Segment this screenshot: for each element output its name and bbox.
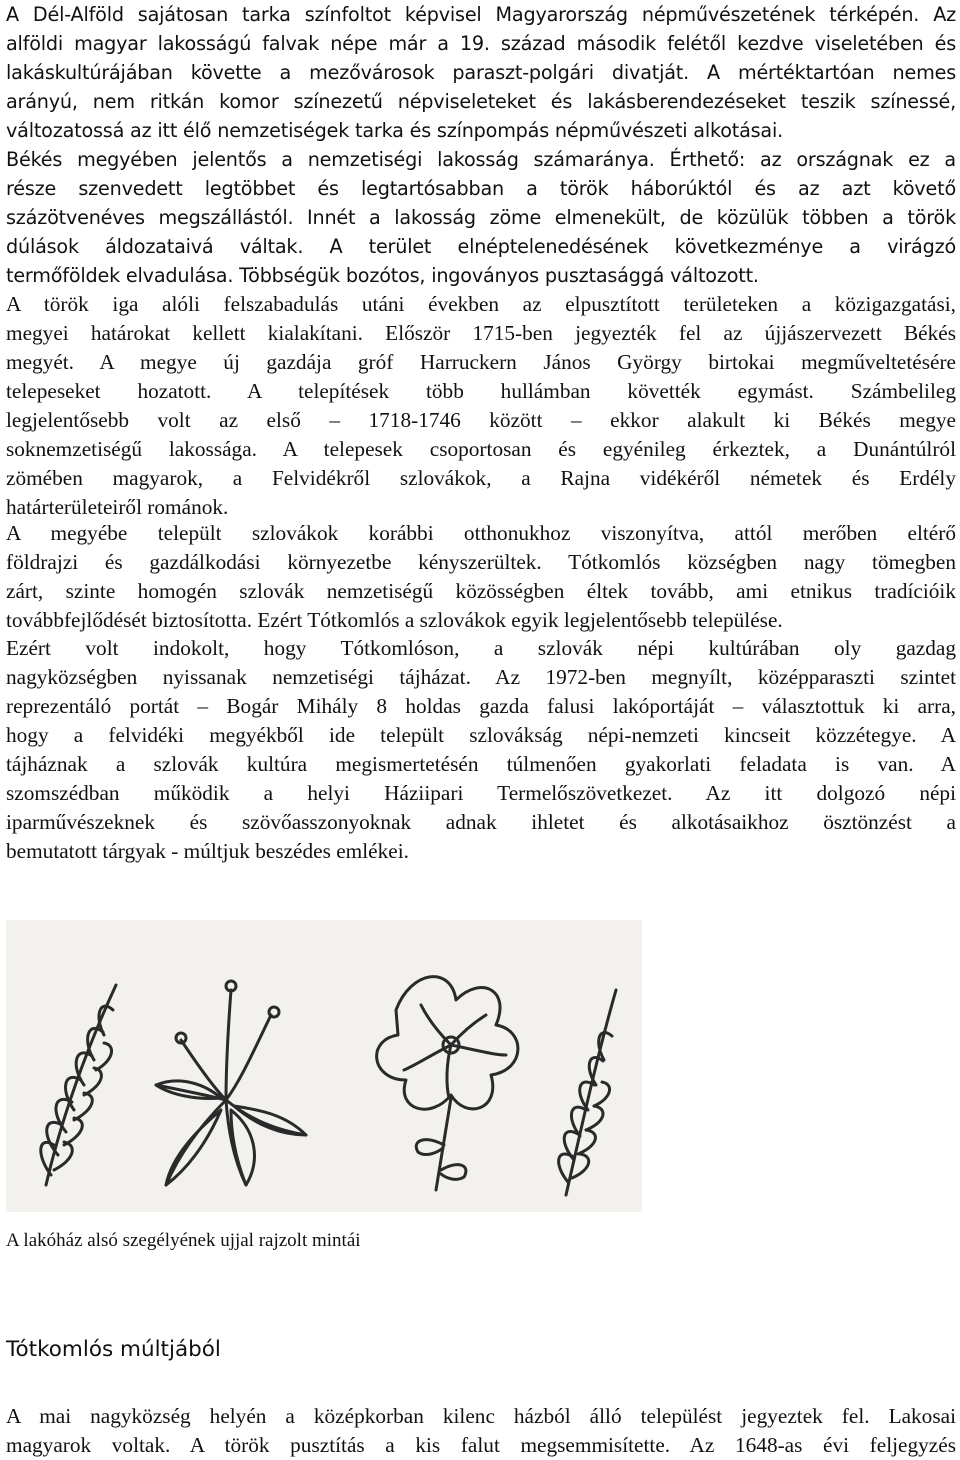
text-line: soknemzetiségű lakossága. A telepesek csoportosan és egyénileg érkeztek, a Dunántúlról (6, 437, 956, 461)
text-line: A megyébe települt szlovákok korábbi otthonukhoz viszonyítva, attól merőben eltérő (6, 521, 956, 545)
text-line: határterületeiről románok. (6, 495, 229, 519)
text-line: zárt, szinte homogén szlovák nemzetiségű közösségben éltek tovább, ami etnikus tradícióik (6, 579, 956, 603)
text-line: magyarok voltak. A török pusztítás a kis falut megsemmisítette. Az 1648-as évi feljegyzés (6, 1433, 956, 1457)
text-line: termőföldek elvadulása. Többségük bozótos, ingoványos pusztasággá változott. (6, 264, 759, 287)
text-line: legjelentősebb volt az első – 1718-1746 között – ekkor alakult ki Békés megye (6, 408, 956, 432)
figure-caption: A lakóház alsó szegélyének ujjal rajzolt mintái (6, 1230, 361, 1251)
petal-flower (377, 977, 518, 1190)
text-line: A mai nagyközség helyén a középkorban kilenc házból álló települést jegyeztek fel. Lakosai (6, 1404, 956, 1428)
text-line: megyei határokat kellett kialakítani. Először 1715-ben jegyezték fel az újjászervezett Békés (6, 321, 956, 345)
paragraph-bottom (6, 1402, 956, 1460)
folk-pattern-drawing (6, 920, 642, 1212)
paragraph-2 (6, 145, 956, 290)
text-line: A Dél-Alföld sajátosan tarka színfoltot képvisel Magyarország népművészetének térképén. Az (6, 3, 956, 26)
text-line: arányú, nem ritkán komor színezetű népviseleteket és lakásberendezéseket teszik színessé, (6, 90, 956, 113)
text-line: továbbfejlődését biztosította. Ezért Tótkomlós a szlovákok egyik legjelentősebb települése. (6, 608, 783, 632)
text-line: reprezentáló portát – Bogár Mihály 8 holdas gazda falusi lakóportáját – választottuk ki arra, (6, 694, 956, 718)
text-line: megyét. A megye új gazdája gróf Harruckern János György birtokai megműveltetésére (6, 350, 956, 374)
text-line: A török iga alóli felszabadulás utáni években az elpusztított területeken a közigazgatási, (6, 292, 956, 316)
text-line: Békés megyében jelentős a nemzetiségi lakosság számaránya. Érthető: az országnak ez a (6, 148, 956, 171)
text-line: alföldi magyar lakosságú falvak népe már a 19. század második felétől kezdve viseletében és (6, 32, 956, 55)
folk-pattern-illustration (6, 920, 642, 1212)
text-line: nagyközségben nyissanak nemzetiségi tájházat. Az 1972-ben megnyílt, középparaszti szintet (6, 665, 956, 689)
paragraph-4 (6, 519, 956, 635)
text-line: telepeseket hozatott. A telepítések több hullámban követték egymást. Számbelileg (6, 379, 956, 403)
text-line: dúlások áldozataivá váltak. A terület elnéptelenedésének következménye a virágzó (6, 235, 956, 258)
text-line: hogy a felvidéki megyékből ide települt szlovákság népi-nemzeti kincseit közzétegye. A (6, 723, 956, 747)
text-line: szomszédban működik a helyi Háziipari Termelőszövetkezet. Az itt dolgozó népi (6, 781, 956, 805)
lily-flower (156, 981, 306, 1185)
text-line: zömében magyarok, a Felvidékről szlovákok, a Rajna vidékéről németek és Erdély (6, 466, 956, 490)
paragraph-5 (6, 634, 956, 866)
text-line: földrajzi és gazdálkodási környezetbe kényszerültek. Tótkomlós községben nagy tömegben (6, 550, 956, 574)
text-line: része szenvedett legtöbbet és legtartósabban a török háborúktól és az azt követő (6, 177, 956, 200)
paragraph-1 (6, 0, 956, 145)
text-line: iparművészeknek és szövőasszonyoknak adnak ihletet és alkotásaikhoz ösztönzést a (6, 810, 956, 834)
text-line: lakáskultúrájában követte a mezővárosok paraszt-polgári divatját. A mértéktartóan nemes (6, 61, 956, 84)
text-line: Ezért volt indokolt, hogy Tótkomlóson, a szlovák népi kultúrában oly gazdag (6, 636, 956, 660)
text-line: százötvenéves megszállástól. Innét a lakosság zöme elmenekült, de közülük többen a török (6, 206, 956, 229)
text-line: változatossá az itt élő nemzetiségek tarka és színpompás népművészeti alkotásai. (6, 119, 784, 142)
section-heading: Tótkomlós múltjából (6, 1337, 221, 1362)
leaf-spray-right (559, 990, 616, 1195)
leaf-spray-left (41, 985, 116, 1185)
text-line: tájháznak a szlovák kultúra megismertetésén túlmenően gyakorlati feladata is van. A (6, 752, 956, 776)
paragraph-3 (6, 290, 956, 522)
text-line: bemutatott tárgyak - múltjuk beszédes emlékei. (6, 839, 409, 863)
